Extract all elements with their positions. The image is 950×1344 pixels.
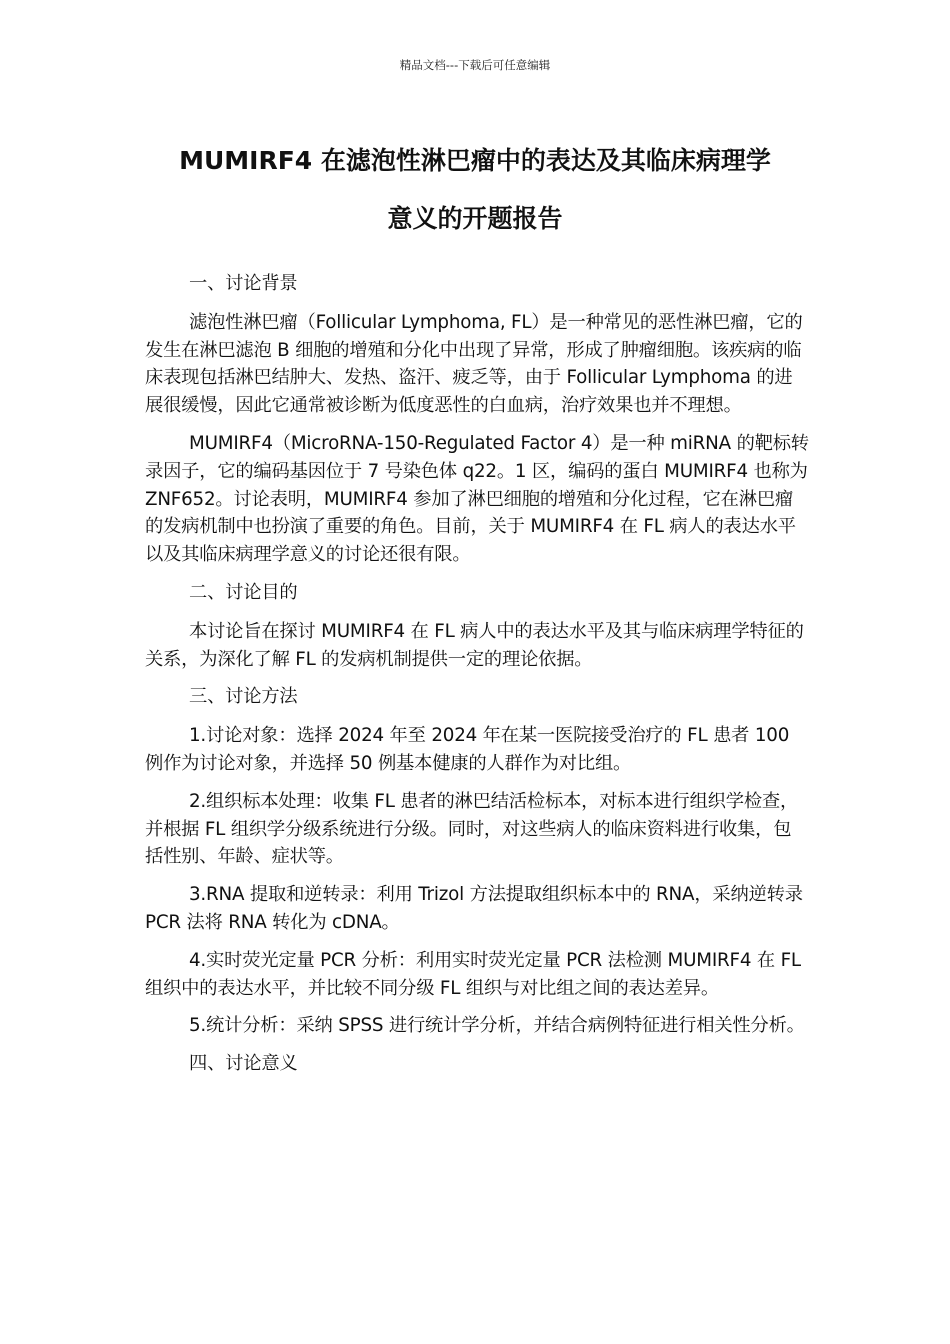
purpose-paragraph: 本讨论旨在探讨 MUMIRF4 在 FL 病人中的表达水平及其与临床病理学特征的关系，为深化了解 FL 的发病机制提供一定的理论依据。 bbox=[145, 620, 804, 670]
section-heading-background: 一、讨论背景 bbox=[189, 273, 298, 294]
document-title bbox=[120, 132, 830, 248]
title-line-2: 意义的开题报告 bbox=[387, 204, 563, 233]
section-heading-significance: 四、讨论意义 bbox=[189, 1053, 298, 1075]
method-item-5: 5.统计分析：采纳 SPSS 进行统计学分析，并结合病例特征进行相关性分析。 bbox=[189, 1015, 805, 1037]
title-line-1: MUMIRF4 在滤泡性淋巴瘤中的表达及其临床病理学 bbox=[179, 146, 771, 175]
background-paragraph-1: 滤泡性淋巴瘤（Follicular Lymphoma, FL）是一种常见的恶性淋巴瘤，它的发生在淋巴滤泡 B 细胞的增殖和分化中出现了异常，形成了肿瘤细胞。该疾病的临床表现包括淋巴结肿大、发热、盗汗、疲乏等，由于 Follicular Lymphoma 的进展很缓慢，因此它通常被诊断为低度恶性的白血病，治疗效果也并不理想。 bbox=[145, 311, 803, 417]
page-header: 精品文档---下载后可任意编辑 bbox=[399, 58, 551, 72]
section-heading-method: 三、讨论方法 bbox=[189, 686, 298, 708]
method-item-2: 2.组织标本处理：收集 FL 患者的淋巴结活检标本，对标本进行组织学检查，并根据 FL 组织学分级系统进行分级。同时，对这些病人的临床资料进行收集，包括性别、年龄、症状等。 bbox=[145, 790, 799, 868]
method-item-3: 3.RNA 提取和逆转录：利用 Trizol 方法提取组织标本中的 RNA，采纳逆转录 PCR 法将 RNA 转化为 cDNA。 bbox=[145, 884, 803, 933]
background-paragraph-2: MUMIRF4（MicroRNA-150-Regulated Factor 4）是一种 miRNA 的靶标转录因子，它的编码基因位于 7 号染色体 q22。1 区，编码的蛋白 MUMIRF4 也称为 ZNF652。讨论表明，MUMIRF4 参加了淋巴细胞的增殖和分化过程，它在淋巴瘤的发病机制中也扮演了重要的角色。目前，关于 MUMIRF4 在 FL 病人的表达水平以及其临床病理学意义的讨论还很有限。 bbox=[145, 432, 809, 566]
method-item-1: 1.讨论对象：选择 2024 年至 2024 年在某一医院接受治疗的 FL 患者 100 例作为讨论对象，并选择 50 例基本健康的人群作为对比组。 bbox=[145, 725, 790, 774]
document-body bbox=[145, 270, 809, 1089]
section-heading-purpose: 二、讨论目的 bbox=[189, 581, 298, 603]
method-item-4: 4.实时荧光定量 PCR 分析：利用实时荧光定量 PCR 法检测 MUMIRF4 在 FL 组织中的表达水平，并比较不同分级 FL 组织与对比组之间的表达差异。 bbox=[145, 949, 801, 999]
